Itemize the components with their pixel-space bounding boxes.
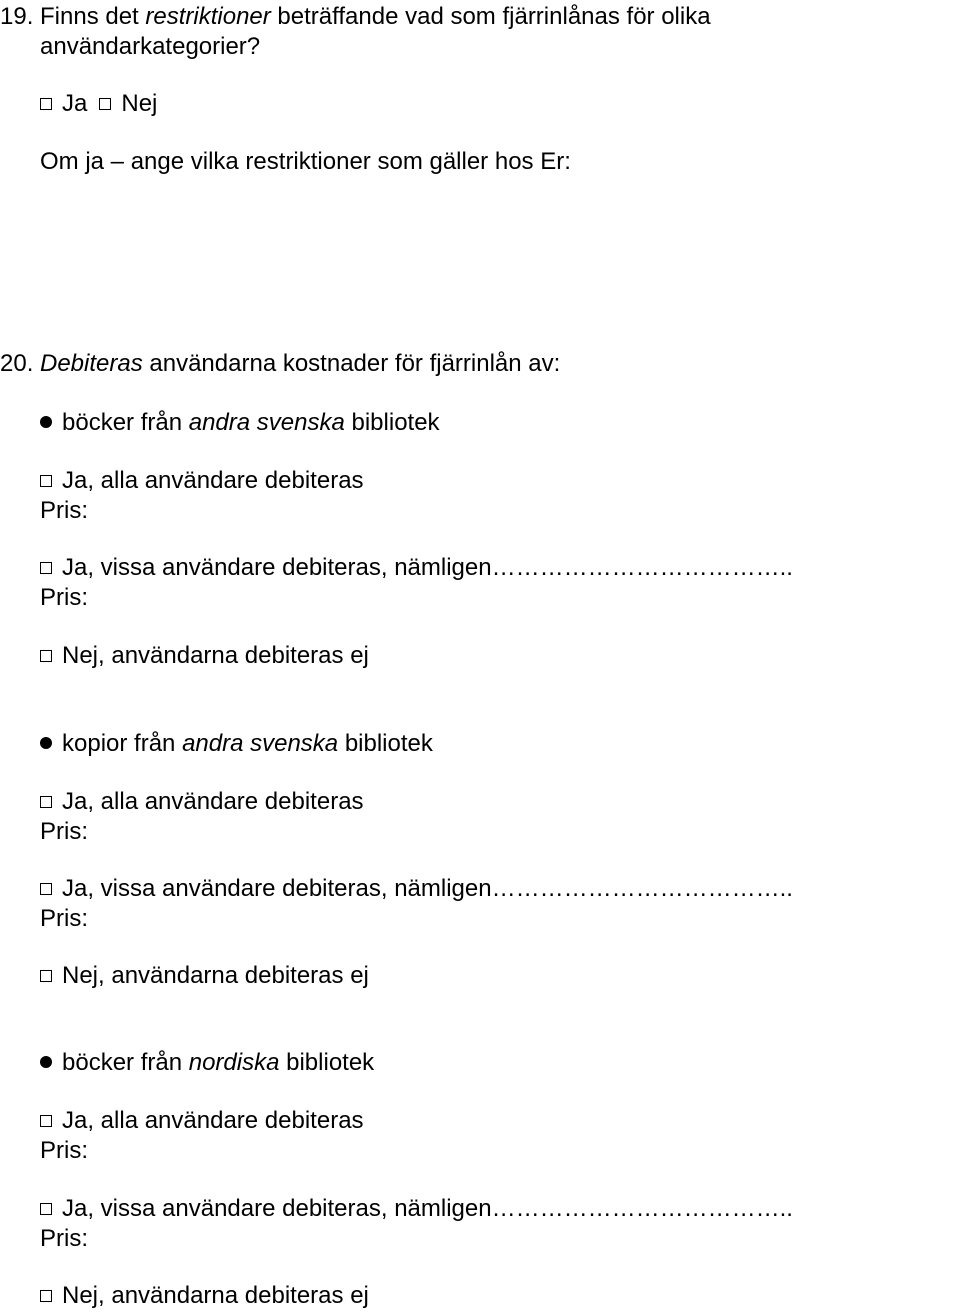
section-1-heading xyxy=(40,408,440,437)
section-1-pre: böcker från xyxy=(62,409,189,436)
q20-heading xyxy=(40,349,560,378)
option-nej-label: Nej xyxy=(121,90,158,117)
section-2-option-some xyxy=(40,874,793,903)
option-all-label: Ja, alla användare debiteras xyxy=(62,788,364,815)
option-no-label: Nej, användarna debiteras ej xyxy=(62,962,369,989)
section-1-emphasis: andra svenska xyxy=(188,409,345,436)
q20-title-rest: användarna kostnader för fjärrinlån av: xyxy=(142,350,561,377)
pris-label: Pris: xyxy=(40,1137,88,1164)
option-ja-label: Ja xyxy=(62,90,88,117)
section-1-post: bibliotek xyxy=(344,409,440,436)
bullet-icon xyxy=(40,737,52,749)
q19-heading xyxy=(0,2,33,31)
pris-label: Pris: xyxy=(40,818,88,845)
section-2-option-no xyxy=(40,961,369,990)
checkbox-no[interactable] xyxy=(40,650,52,662)
q20-number: 20. xyxy=(0,350,34,377)
pris-label: Pris: xyxy=(40,1225,88,1252)
checkbox-ja[interactable] xyxy=(40,98,52,110)
checkbox-nej[interactable] xyxy=(99,98,111,110)
pris-label: Pris: xyxy=(40,497,88,524)
checkbox-all-users[interactable] xyxy=(40,796,52,808)
section-3-option-no xyxy=(40,1281,369,1310)
section-2-heading xyxy=(40,729,433,758)
q20-title-emphasis: Debiteras xyxy=(40,350,143,377)
option-some-label: Ja, vissa användare debiteras, nämligen……………………………….. xyxy=(62,1195,793,1222)
section-1-option-all xyxy=(40,466,364,495)
checkbox-some-users[interactable] xyxy=(40,1203,52,1215)
q19-line1-part-b: beträffande vad som fjärrinlånas för olika xyxy=(270,3,711,30)
pris-label: Pris: xyxy=(40,905,88,932)
checkbox-all-users[interactable] xyxy=(40,475,52,487)
checkbox-no[interactable] xyxy=(40,1290,52,1302)
q19-number: 19. xyxy=(0,3,34,30)
bullet-icon xyxy=(40,1056,52,1068)
section-2-post: bibliotek xyxy=(338,730,433,757)
section-2-pre: kopior från xyxy=(62,730,183,757)
bullet-icon xyxy=(40,416,52,428)
checkbox-no[interactable] xyxy=(40,970,52,982)
pris-label: Pris: xyxy=(40,584,88,611)
q19-followup: Om ja – ange vilka restriktioner som gäller hos Er: xyxy=(40,148,571,175)
section-1-option-some xyxy=(40,553,793,582)
checkbox-some-users[interactable] xyxy=(40,562,52,574)
q19-line1-part-a: Finns det xyxy=(40,3,146,30)
option-some-label: Ja, vissa användare debiteras, nämligen……………………………….. xyxy=(62,554,793,581)
option-all-label: Ja, alla användare debiteras xyxy=(62,467,364,494)
q19-line2: användarkategorier? xyxy=(40,33,261,60)
section-3-post: bibliotek xyxy=(279,1049,375,1076)
option-no-label: Nej, användarna debiteras ej xyxy=(62,642,369,669)
option-some-label: Ja, vissa användare debiteras, nämligen……………………………….. xyxy=(62,875,793,902)
checkbox-some-users[interactable] xyxy=(40,883,52,895)
section-3-option-all xyxy=(40,1106,364,1135)
option-all-label: Ja, alla användare debiteras xyxy=(62,1107,364,1134)
section-3-option-some xyxy=(40,1194,793,1223)
section-2-option-all xyxy=(40,787,364,816)
checkbox-all-users[interactable] xyxy=(40,1115,52,1127)
section-3-pre: böcker från xyxy=(62,1049,189,1076)
section-3-heading xyxy=(40,1048,374,1077)
q19-line1 xyxy=(40,2,711,31)
section-3-emphasis: nordiska xyxy=(188,1049,280,1076)
q19-line1-emphasis: restriktioner xyxy=(145,3,271,30)
section-1-option-no xyxy=(40,641,369,670)
option-no-label: Nej, användarna debiteras ej xyxy=(62,1282,369,1309)
q19-options xyxy=(40,89,157,118)
section-2-emphasis: andra svenska xyxy=(182,730,339,757)
